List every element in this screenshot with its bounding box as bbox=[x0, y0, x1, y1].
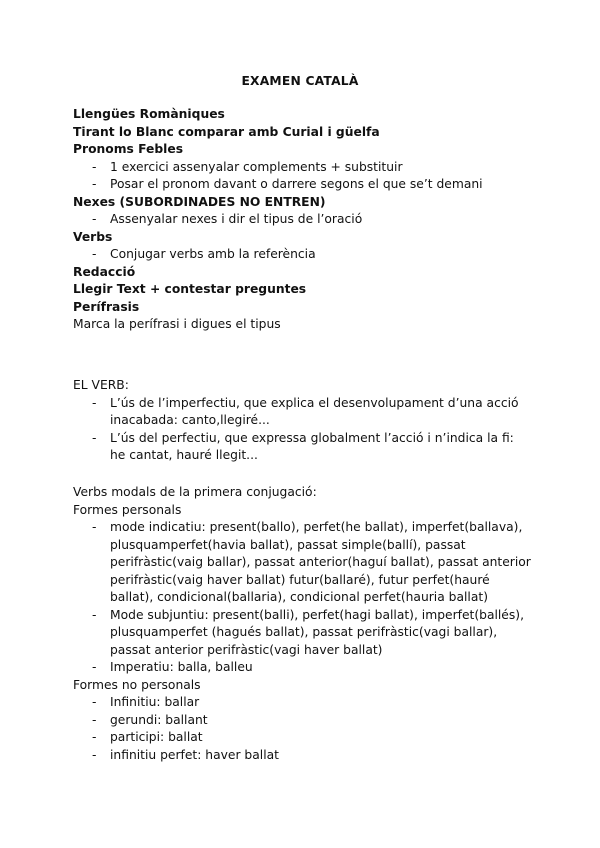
page-title: EXAMEN CATALÀ bbox=[241, 74, 359, 88]
section-heading: EL VERB: bbox=[73, 378, 129, 392]
section-heading: Verbs modals de la primera conjugació: bbox=[73, 485, 317, 499]
topic-heading: Llegir Text + contestar preguntes bbox=[73, 282, 307, 296]
list-item bbox=[73, 659, 533, 677]
list-dash: - bbox=[92, 712, 97, 727]
list-dash: - bbox=[92, 159, 97, 174]
list-item bbox=[73, 519, 533, 607]
list-dash: - bbox=[92, 520, 97, 534]
topic-heading: Nexes (SUBORDINADES NO ENTREN) bbox=[73, 194, 326, 209]
list-dash: - bbox=[92, 660, 97, 674]
list-item bbox=[73, 159, 533, 177]
topic-heading: Perífrasis bbox=[73, 299, 140, 314]
list-item-text: infinitiu perfet: haver ballat bbox=[110, 747, 279, 762]
verb-section bbox=[73, 377, 533, 465]
list-dash: - bbox=[92, 395, 97, 410]
list-item bbox=[73, 430, 533, 465]
list-item bbox=[73, 211, 533, 229]
topic-heading: Verbs bbox=[73, 229, 113, 244]
subheading: Formes no personals bbox=[73, 677, 201, 692]
list-item-text: Mode subjuntiu: present(balli), perfet(hagi ballat), imperfet(ballés), plusquamperfet (hagués ballat), passat perifràstic(vagi ballar), passat anterior perifràstic(vagi haver ballat) bbox=[110, 607, 524, 657]
topic-heading: Llengües Romàniques bbox=[73, 107, 225, 121]
list-dash: - bbox=[92, 430, 97, 445]
list-dash: - bbox=[92, 247, 97, 261]
list-item-text: L’ús del perfectiu, que expressa globalment l’acció i n’indica la fi: he cantat, hauré llegit... bbox=[110, 430, 514, 462]
list-item bbox=[73, 712, 533, 730]
syllabus-section bbox=[73, 106, 533, 334]
list-item-text: Assenyalar nexes i dir el tipus de l’oració bbox=[110, 212, 363, 226]
list-dash: - bbox=[92, 747, 97, 762]
list-dash: - bbox=[92, 695, 97, 709]
list-item bbox=[73, 729, 533, 747]
list-item bbox=[73, 607, 533, 660]
list-item-text: Imperatiu: balla, balleu bbox=[110, 660, 253, 674]
list-dash: - bbox=[92, 177, 97, 191]
subheading: Formes personals bbox=[73, 502, 182, 517]
list-item-text: 1 exercici assenyalar complements + substituir bbox=[110, 159, 403, 174]
list-item-text: Posar el pronom davant o darrere segons el que se’t demani bbox=[110, 177, 483, 191]
list-item-text: Conjugar verbs amb la referència bbox=[110, 247, 316, 261]
list-item-text: participi: ballat bbox=[110, 730, 203, 744]
modals-section bbox=[73, 484, 533, 764]
list-dash: - bbox=[92, 212, 97, 226]
topic-heading: Pronoms Febles bbox=[73, 142, 184, 156]
list-item bbox=[73, 246, 533, 264]
list-item-text: Infinitiu: ballar bbox=[110, 695, 200, 709]
topic-heading: Redacció bbox=[73, 264, 136, 279]
paragraph: Marca la perífrasi i digues el tipus bbox=[73, 317, 281, 331]
list-item bbox=[73, 176, 533, 194]
list-item-text: mode indicatiu: present(ballo), perfet(he ballat), imperfet(ballava), plusquamperfet(havia ballat), passat simple(ballí), passat perifràstic(vaig ballar), passat anterior(haguí ballat), passat anterior perifràstic(vaig haver ballat) futur(ballaré), futur perfet(hauré ballat), condicional(ballaria), condicional perfet(hauria ballat) bbox=[110, 520, 531, 604]
list-item bbox=[73, 694, 533, 712]
list-dash: - bbox=[92, 730, 97, 744]
list-item-text: gerundi: ballant bbox=[110, 712, 208, 727]
list-dash: - bbox=[92, 607, 97, 622]
list-item bbox=[73, 395, 533, 430]
list-item bbox=[73, 747, 533, 765]
topic-heading: Tirant lo Blanc comparar amb Curial i güelfa bbox=[73, 124, 380, 139]
list-item-text: L’ús de l’imperfectiu, que explica el desenvolupament d’una acció inacabada: canto,llegiré... bbox=[110, 395, 519, 427]
